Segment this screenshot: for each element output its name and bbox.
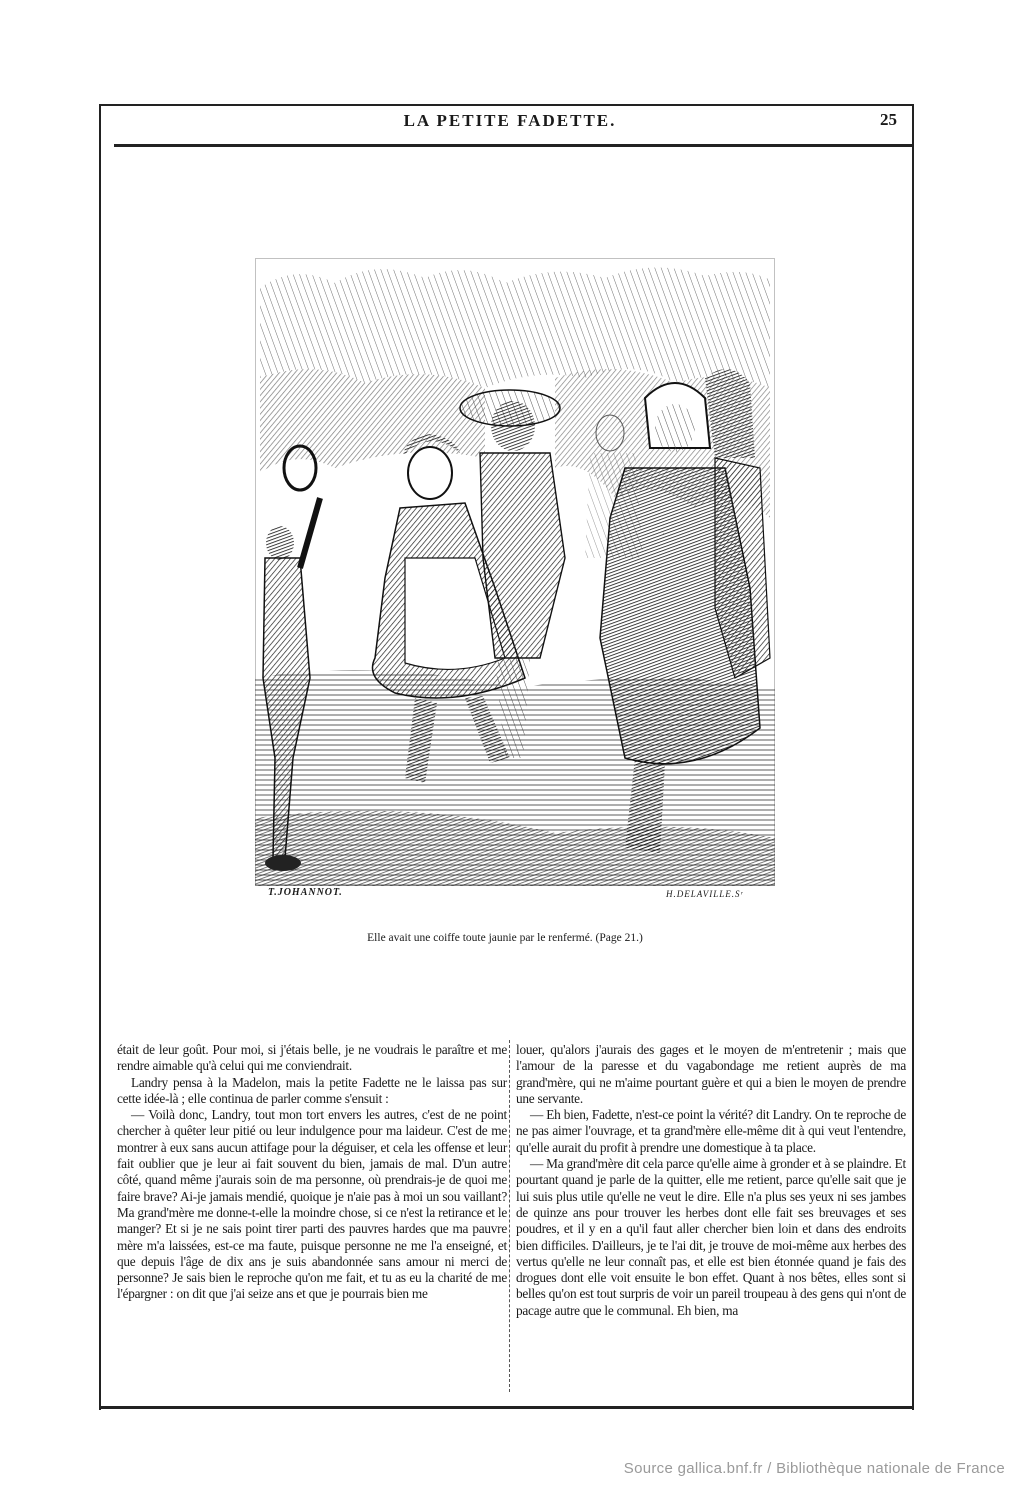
paragraph: était de leur goût. Pour moi, si j'étais belle, je ne voudrais le paraître et me rendre aimable qu'à celui qui me conviendrait.: [117, 1042, 507, 1074]
page-frame-left: [99, 104, 101, 1410]
paragraph: — Ma grand'mère dit cela parce qu'elle aime à gronder et à se plaindre. Et pourtant quand je parle de la quitter, elle me retient, parce qu'elle sait que je lui suis plus utile qu'elle ne veut le dire. Elle n'a plus ses yeux ni ses jambes de quinze ans pour trouver les herbes dont elle fait ses breuvages et ses poudres, et il y en a qu'il faut aller chercher bien loin et dans des endroits bien difficiles. D'ailleurs, je te l'ai dit, je trouve de moi-même aux herbes des vertus qu'elle ne leur connaît pas, et elle est bien étonnée quand je fais des drogues dont elle voit ensuite le bon effet. Quant à nos bêtes, elles sont si belles qu'on est tout surpris de voir un pareil troupeau à des gens qui n'ont de pacage autre que le communal. Eh bien, ma: [516, 1156, 906, 1318]
right-text-column: [516, 1042, 906, 1319]
source-attribution: Source gallica.bnf.fr / Bibliothèque nationale de France: [623, 1460, 1005, 1477]
page-number: 25: [880, 110, 897, 129]
running-title: LA PETITE FADETTE.: [403, 111, 617, 130]
illustration-caption: Elle avait une coiffe toute jaunie par le renfermé. (Page 21.): [367, 932, 643, 944]
paragraph: — Eh bien, Fadette, n'est-ce point la vérité? dit Landry. On te reproche de ne pas aimer l'ouvrage, et ta grand'mère elle-même dit à qui veut l'entendre, qu'elle aurait du profit à prendre une domestique à ta place.: [516, 1107, 906, 1155]
illustrator-credit: T.JOHANNOT.: [268, 887, 343, 898]
left-text-column: [117, 1042, 507, 1303]
page-frame-bottom: [99, 1406, 914, 1409]
engraving-svg: [255, 258, 775, 886]
engraving-illustration: [255, 258, 775, 886]
engraver-credit: H.DELAVILLE.Sʳ: [666, 889, 744, 899]
header-rule: [114, 144, 914, 147]
paragraph: Landry pensa à la Madelon, mais la petite Fadette ne le laissa pas sur cette idée-là ; elle continua de parler comme s'ensuit :: [117, 1074, 507, 1106]
column-divider: [509, 1040, 510, 1392]
page-frame-top: [99, 104, 914, 106]
page-frame-right: [912, 104, 914, 1410]
paragraph: — Voilà donc, Landry, tout mon tort envers les autres, c'est de ne point chercher à quêter leur pitié ou leur indulgence pour ma laideur. C'est de me montrer à eux sans aucun attifage pour la déguiser, et cela les offense et leur fait oublier que je leur ai fait souvent du bien, jamais de mal. D'un autre côté, quand même j'aurais soin de ma personne, où prendrais-je de quoi me faire brave? Ai-je jamais mendié, quoique je n'aie pas à moi un sou vaillant? Ma grand'mère me donne-t-elle la moindre chose, si ce n'est la retirance et le manger? Et si je ne sais point tirer parti des pauvres hardes que ma pauvre mère m'a laissées, est-ce ma faute, puisque personne ne me l'a enseigné, et que depuis l'âge de dix ans je suis abandonnée sans amour ni merci de personne? Je sais bien le reproche qu'on me fait, et tu as eu la charité de me l'épargner : on dit que j'ai seize ans et que je pourrais bien me: [117, 1107, 507, 1302]
paragraph: louer, qu'alors j'aurais des gages et le moyen de m'entretenir ; mais que l'amour de la paresse et du vagabondage me retient auprès de ma grand'mère, qui ne m'aime pourtant guère et qui a bien le moyen de prendre une servante.: [516, 1042, 906, 1106]
